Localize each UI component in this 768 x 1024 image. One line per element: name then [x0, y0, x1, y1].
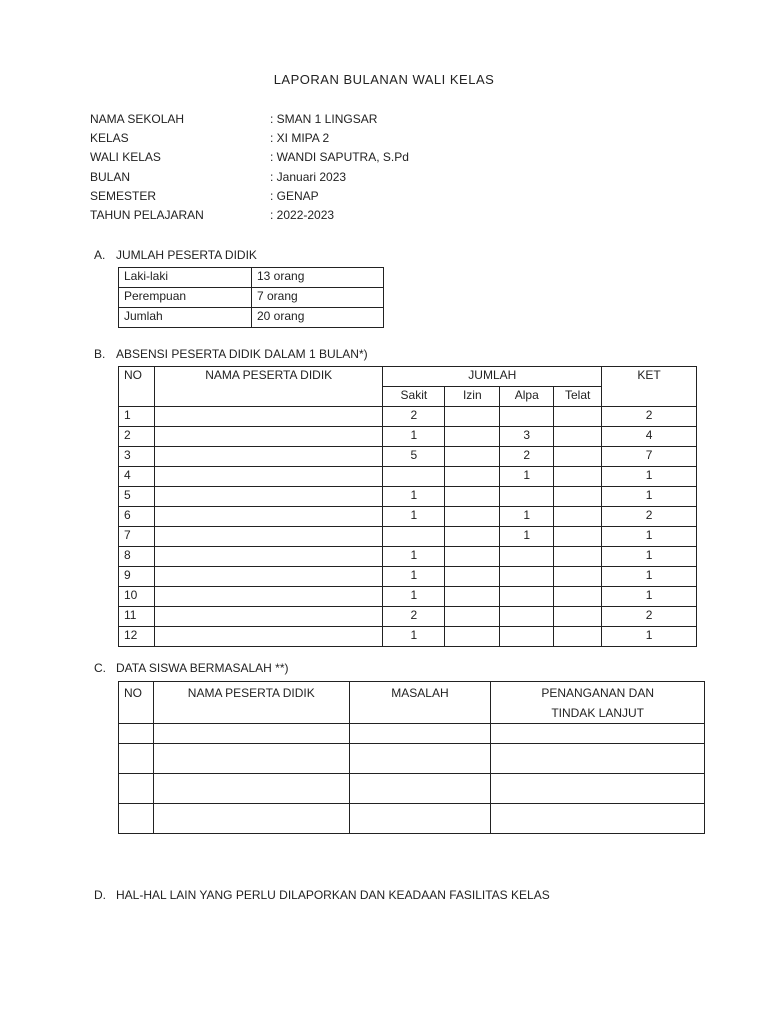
- table-cell: [491, 804, 705, 834]
- cell-sakit: 1: [383, 627, 445, 647]
- info-value: : WANDI SAPUTRA, S.Pd: [270, 150, 409, 164]
- cell-ket: 1: [602, 567, 697, 587]
- cell-alpa: [500, 567, 554, 587]
- cell-ket: 1: [602, 627, 697, 647]
- cell-ket: 2: [602, 407, 697, 427]
- cell-ket: 1: [602, 527, 697, 547]
- table-cell: 13 orang: [252, 268, 384, 288]
- cell-telat: [554, 627, 602, 647]
- header-izin: Izin: [445, 387, 500, 407]
- table-row: [119, 744, 705, 774]
- cell-telat: [554, 607, 602, 627]
- table-row: [119, 627, 697, 647]
- table-cell: 20 orang: [252, 308, 384, 328]
- cell-nama: [154, 487, 382, 507]
- cell-ket: 1: [602, 587, 697, 607]
- info-label: KELAS: [90, 131, 129, 145]
- info-label: WALI KELAS: [90, 150, 161, 164]
- cell-nama: [154, 567, 382, 587]
- cell-sakit: 2: [383, 607, 445, 627]
- table-row: [119, 407, 697, 427]
- cell-alpa: 3: [500, 427, 554, 447]
- cell-ket: 1: [602, 547, 697, 567]
- table-row: [119, 427, 697, 447]
- section-heading: DATA SISWA BERMASALAH **): [116, 661, 289, 675]
- header-penanganan-line2: TINDAK LANJUT: [551, 706, 644, 720]
- cell-izin: [445, 607, 500, 627]
- header-no: NO: [119, 367, 155, 407]
- cell-alpa: 1: [500, 507, 554, 527]
- info-value: : GENAP: [270, 189, 319, 203]
- cell-nama: [154, 527, 382, 547]
- cell-ket: 2: [602, 507, 697, 527]
- info-label: SEMESTER: [90, 189, 157, 203]
- student-count-table: [118, 267, 384, 328]
- header-telat: Telat: [554, 387, 602, 407]
- cell-sakit: 1: [383, 587, 445, 607]
- info-label: BULAN: [90, 170, 131, 184]
- table-cell: [153, 774, 349, 804]
- cell-nama: [154, 507, 382, 527]
- attendance-table-body: [119, 407, 697, 647]
- info-value: : SMAN 1 LINGSAR: [270, 112, 378, 126]
- cell-nama: [154, 547, 382, 567]
- cell-ket: 1: [602, 487, 697, 507]
- table-cell: [491, 724, 705, 744]
- table-row: [119, 567, 697, 587]
- header-penanganan-line1: PENANGANAN DAN: [541, 686, 654, 700]
- cell-no: 2: [119, 427, 155, 447]
- cell-sakit: 1: [383, 567, 445, 587]
- table-header-row: [119, 682, 705, 724]
- section-letter: A.: [94, 248, 106, 262]
- cell-no: 8: [119, 547, 155, 567]
- table-cell: Perempuan: [119, 288, 252, 308]
- cell-no: 4: [119, 467, 155, 487]
- table-row: [119, 308, 384, 328]
- cell-nama: [154, 407, 382, 427]
- cell-telat: [554, 507, 602, 527]
- table-row: [119, 607, 697, 627]
- cell-nama: [154, 427, 382, 447]
- header-masalah: MASALAH: [349, 682, 491, 724]
- table-header-row: [119, 367, 697, 387]
- cell-telat: [554, 587, 602, 607]
- info-value: : 2022-2023: [270, 208, 335, 222]
- cell-izin: [445, 447, 500, 467]
- cell-no: 7: [119, 527, 155, 547]
- table-row: [119, 487, 697, 507]
- report-title: LAPORAN BULANAN WALI KELAS: [273, 72, 495, 87]
- table-cell: [491, 744, 705, 774]
- table-row: [119, 724, 705, 744]
- cell-no: 1: [119, 407, 155, 427]
- cell-ket: 4: [602, 427, 697, 447]
- cell-sakit: 1: [383, 487, 445, 507]
- cell-sakit: 2: [383, 407, 445, 427]
- cell-nama: [154, 447, 382, 467]
- cell-no: 12: [119, 627, 155, 647]
- info-value: : Januari 2023: [270, 170, 347, 184]
- cell-no: 5: [119, 487, 155, 507]
- cell-sakit: 1: [383, 507, 445, 527]
- table-row: [119, 587, 697, 607]
- table-cell: [153, 804, 349, 834]
- cell-alpa: [500, 587, 554, 607]
- header-nama: NAMA PESERTA DIDIK: [154, 367, 382, 407]
- section-a-title: [94, 248, 257, 262]
- info-label: TAHUN PELAJARAN: [90, 208, 204, 222]
- cell-alpa: [500, 607, 554, 627]
- cell-izin: [445, 507, 500, 527]
- cell-izin: [445, 407, 500, 427]
- cell-no: 3: [119, 447, 155, 467]
- table-cell: [119, 724, 154, 744]
- table-row: [119, 467, 697, 487]
- cell-sakit: 1: [383, 427, 445, 447]
- table-cell: Laki-laki: [119, 268, 252, 288]
- table-cell: [119, 774, 154, 804]
- cell-izin: [445, 527, 500, 547]
- cell-ket: 1: [602, 467, 697, 487]
- cell-no: 11: [119, 607, 155, 627]
- header-sakit: Sakit: [383, 387, 445, 407]
- table-row: [119, 507, 697, 527]
- cell-telat: [554, 407, 602, 427]
- header-no: NO: [119, 682, 154, 724]
- cell-ket: 7: [602, 447, 697, 467]
- table-cell: 7 orang: [252, 288, 384, 308]
- section-heading: HAL-HAL LAIN YANG PERLU DILAPORKAN DAN KEADAAN FASILITAS KELAS: [116, 888, 550, 902]
- header-jumlah: JUMLAH: [383, 367, 602, 387]
- problem-students-table: [118, 681, 705, 834]
- header-alpa: Alpa: [500, 387, 554, 407]
- table-row: [119, 547, 697, 567]
- cell-izin: [445, 627, 500, 647]
- cell-alpa: [500, 627, 554, 647]
- section-c-title: [94, 661, 289, 675]
- cell-no: 9: [119, 567, 155, 587]
- cell-no: 6: [119, 507, 155, 527]
- cell-telat: [554, 487, 602, 507]
- section-d-title: [94, 888, 550, 902]
- cell-telat: [554, 567, 602, 587]
- cell-izin: [445, 547, 500, 567]
- section-heading: JUMLAH PESERTA DIDIK: [116, 248, 257, 262]
- cell-telat: [554, 427, 602, 447]
- section-b-title: [94, 347, 368, 361]
- cell-izin: [445, 567, 500, 587]
- cell-ket: 2: [602, 607, 697, 627]
- cell-izin: [445, 487, 500, 507]
- table-row: [119, 804, 705, 834]
- cell-izin: [445, 427, 500, 447]
- cell-alpa: [500, 547, 554, 567]
- attendance-table: [118, 366, 697, 647]
- cell-alpa: [500, 407, 554, 427]
- table-row: [119, 288, 384, 308]
- table-cell: [153, 744, 349, 774]
- section-letter: D.: [94, 888, 106, 902]
- table-row: [119, 527, 697, 547]
- cell-sakit: [383, 527, 445, 547]
- section-letter: C.: [94, 661, 106, 675]
- cell-alpa: 1: [500, 527, 554, 547]
- section-letter: B.: [94, 347, 106, 361]
- table-cell: [349, 804, 491, 834]
- table-row: [119, 268, 384, 288]
- cell-telat: [554, 527, 602, 547]
- cell-izin: [445, 587, 500, 607]
- table-cell: [491, 774, 705, 804]
- table-row: [119, 774, 705, 804]
- info-value: : XI MIPA 2: [270, 131, 330, 145]
- header-penanganan: [491, 682, 705, 724]
- header-ket: KET: [602, 367, 697, 407]
- table-cell: Jumlah: [119, 308, 252, 328]
- cell-sakit: 5: [383, 447, 445, 467]
- cell-nama: [154, 587, 382, 607]
- cell-nama: [154, 607, 382, 627]
- section-heading: ABSENSI PESERTA DIDIK DALAM 1 BULAN*): [116, 347, 368, 361]
- cell-alpa: 2: [500, 447, 554, 467]
- cell-alpa: 1: [500, 467, 554, 487]
- header-nama: NAMA PESERTA DIDIK: [153, 682, 349, 724]
- table-cell: [349, 724, 491, 744]
- cell-no: 10: [119, 587, 155, 607]
- info-label: NAMA SEKOLAH: [90, 112, 185, 126]
- cell-telat: [554, 547, 602, 567]
- cell-nama: [154, 627, 382, 647]
- table-cell: [119, 744, 154, 774]
- table-cell: [349, 744, 491, 774]
- cell-izin: [445, 467, 500, 487]
- table-row: [119, 447, 697, 467]
- cell-telat: [554, 447, 602, 467]
- cell-sakit: 1: [383, 547, 445, 567]
- table-cell: [119, 804, 154, 834]
- cell-telat: [554, 467, 602, 487]
- table-cell: [153, 724, 349, 744]
- cell-alpa: [500, 487, 554, 507]
- table-cell: [349, 774, 491, 804]
- cell-sakit: [383, 467, 445, 487]
- cell-nama: [154, 467, 382, 487]
